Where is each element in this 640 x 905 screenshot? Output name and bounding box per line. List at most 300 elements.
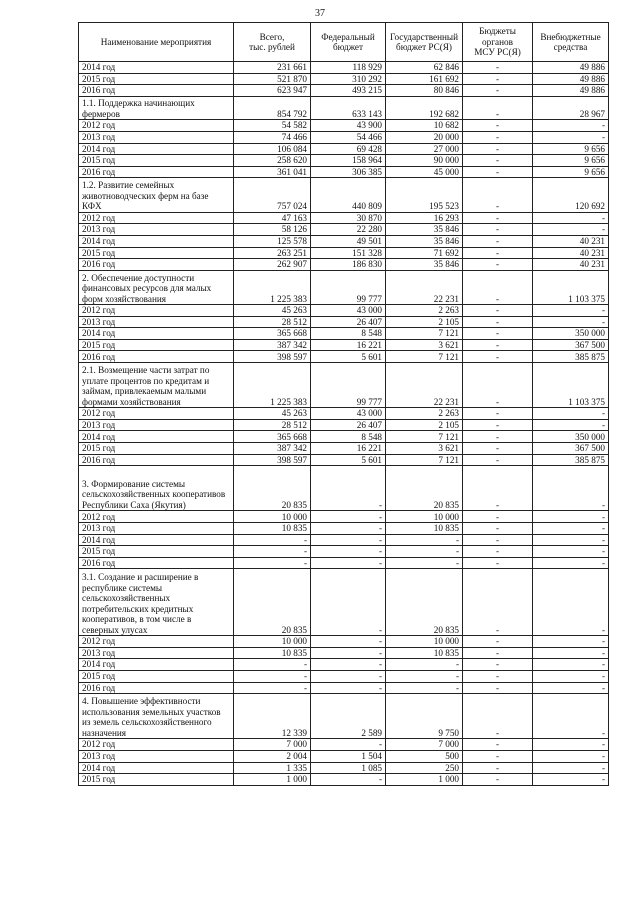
cell-total: 1 225 383 [234,270,311,304]
cell-total: 387 342 [234,443,311,455]
cell-federal: - [311,659,386,671]
header-total: Всего, тыс. рублей [234,23,311,62]
table-row [79,443,609,455]
row-label: 2013 год [79,523,234,535]
cell-state: 2 105 [386,419,463,431]
table-row [79,739,609,751]
row-label: 2015 год [79,73,234,85]
cell-municipal: - [463,534,533,546]
row-label: 2016 год [79,454,234,466]
table-row [79,466,609,511]
row-label: 2015 год [79,339,234,351]
table-row [79,351,609,363]
cell-total: - [234,670,311,682]
table-row [79,328,609,340]
cell-federal: - [311,647,386,659]
cell-municipal: - [463,546,533,558]
cell-municipal: - [463,224,533,236]
cell-extrabudget: - [533,694,609,739]
cell-extrabudget: - [533,212,609,224]
cell-total: 20 835 [234,466,311,511]
row-label: 2012 год [79,511,234,523]
cell-extrabudget: - [533,408,609,420]
cell-federal: - [311,569,386,636]
row-label: 1.2. Развитие семейных животноводческих ферм на базе КФХ [79,178,234,212]
row-label: 2014 год [79,235,234,247]
cell-municipal: - [463,636,533,648]
cell-state: 7 121 [386,351,463,363]
cell-state: - [386,534,463,546]
cell-total: - [234,534,311,546]
cell-state: 7 000 [386,739,463,751]
cell-municipal: - [463,85,533,97]
row-label: 3.1. Создание и расширение в республике системы сельскохозяйственных потребительских кредитных кооперативов, в том числе в северных улусах [79,569,234,636]
table-row [79,419,609,431]
cell-federal: 22 280 [311,224,386,236]
cell-federal: 43 000 [311,408,386,420]
cell-total: 74 466 [234,131,311,143]
cell-total: 623 947 [234,85,311,97]
row-label: 2014 год [79,762,234,774]
cell-municipal: - [463,166,533,178]
cell-federal: - [311,774,386,786]
row-label: 2014 год [79,659,234,671]
row-label: 3. Формирование системы сельскохозяйственных кооперативов Республики Саха (Якутия) [79,466,234,511]
cell-federal: 69 428 [311,143,386,155]
cell-extrabudget: - [533,774,609,786]
cell-extrabudget: - [533,316,609,328]
header-name: Наименование мероприятия [79,23,234,62]
cell-state: 45 000 [386,166,463,178]
cell-state: 10 000 [386,511,463,523]
cell-municipal: - [463,235,533,247]
cell-total: 7 000 [234,739,311,751]
row-label: 2012 год [79,408,234,420]
cell-state: 22 231 [386,363,463,408]
row-label: 2012 год [79,120,234,132]
cell-municipal: - [463,270,533,304]
cell-total: 258 620 [234,155,311,167]
cell-extrabudget: 385 875 [533,454,609,466]
cell-extrabudget: - [533,557,609,569]
cell-municipal: - [463,682,533,694]
cell-municipal: - [463,454,533,466]
cell-municipal: - [463,212,533,224]
cell-federal: 99 777 [311,270,386,304]
row-label: 2013 год [79,419,234,431]
row-label: 2012 год [79,305,234,317]
cell-total: 10 835 [234,647,311,659]
cell-total: 854 792 [234,96,311,120]
row-label: 2015 год [79,155,234,167]
cell-extrabudget: 1 103 375 [533,270,609,304]
cell-extrabudget: 9 656 [533,166,609,178]
cell-municipal: - [463,328,533,340]
cell-federal: - [311,739,386,751]
cell-federal: 186 830 [311,259,386,271]
cell-federal: 493 215 [311,85,386,97]
table-row [79,647,609,659]
cell-extrabudget: - [533,546,609,558]
cell-extrabudget: 1 103 375 [533,363,609,408]
cell-extrabudget: - [533,647,609,659]
cell-municipal: - [463,557,533,569]
cell-total: 10 000 [234,636,311,648]
cell-municipal: - [463,120,533,132]
row-label: 2015 год [79,443,234,455]
cell-municipal: - [463,431,533,443]
header-municipal: Бюджеты органов МСУ РС(Я) [463,23,533,62]
table-row [79,270,609,304]
cell-municipal: - [463,96,533,120]
cell-state: 192 682 [386,96,463,120]
cell-state: 35 846 [386,224,463,236]
cell-extrabudget: - [533,534,609,546]
table-row [79,235,609,247]
table-row [79,212,609,224]
cell-extrabudget: 350 000 [533,431,609,443]
cell-state: 2 263 [386,408,463,420]
cell-municipal: - [463,351,533,363]
cell-total: 365 668 [234,328,311,340]
cell-state: 80 846 [386,85,463,97]
cell-state: 16 293 [386,212,463,224]
cell-extrabudget: 367 500 [533,339,609,351]
cell-municipal: - [463,511,533,523]
cell-state: 20 835 [386,569,463,636]
cell-state: - [386,670,463,682]
cell-state: - [386,659,463,671]
cell-total: 262 907 [234,259,311,271]
row-label: 2016 год [79,85,234,97]
cell-state: 7 121 [386,328,463,340]
cell-municipal: - [463,408,533,420]
table-row [79,534,609,546]
cell-extrabudget: - [533,739,609,751]
cell-federal: - [311,682,386,694]
cell-municipal: - [463,339,533,351]
cell-total: 12 339 [234,694,311,739]
cell-municipal: - [463,466,533,511]
table-row [79,178,609,212]
cell-extrabudget: 9 656 [533,143,609,155]
row-label: 2013 год [79,131,234,143]
cell-federal: 2 589 [311,694,386,739]
row-label: 2015 год [79,774,234,786]
cell-federal: - [311,546,386,558]
cell-extrabudget: - [533,762,609,774]
cell-extrabudget: - [533,523,609,535]
row-label: 2012 год [79,636,234,648]
cell-municipal: - [463,523,533,535]
row-label: 2012 год [79,739,234,751]
cell-federal: 54 466 [311,131,386,143]
cell-state: 62 846 [386,62,463,74]
cell-federal: 99 777 [311,363,386,408]
cell-state: 3 621 [386,443,463,455]
row-label: 2014 год [79,143,234,155]
cell-total: 521 870 [234,73,311,85]
cell-federal: 43 000 [311,305,386,317]
cell-total: 361 041 [234,166,311,178]
cell-total: 45 263 [234,305,311,317]
table-row [79,316,609,328]
table-row [79,546,609,558]
row-label: 2014 год [79,534,234,546]
cell-state: 3 621 [386,339,463,351]
cell-extrabudget: - [533,305,609,317]
row-label: 2014 год [79,62,234,74]
budget-table [78,22,609,786]
cell-state: 20 000 [386,131,463,143]
table-row [79,454,609,466]
cell-state: - [386,557,463,569]
table-row [79,431,609,443]
cell-municipal: - [463,647,533,659]
cell-extrabudget: - [533,670,609,682]
table-row [79,774,609,786]
table-row [79,523,609,535]
cell-total: 54 582 [234,120,311,132]
row-label: 2.1. Возмещение части затрат по уплате процентов по кредитам и займам, привлекаемым малыми формами хозяйствования [79,363,234,408]
cell-municipal: - [463,316,533,328]
cell-state: 195 523 [386,178,463,212]
row-label: 2014 год [79,328,234,340]
cell-federal: 151 328 [311,247,386,259]
row-label: 2016 год [79,682,234,694]
cell-federal: 633 143 [311,96,386,120]
table-body [79,62,609,786]
cell-total: 1 000 [234,774,311,786]
table-row [79,259,609,271]
cell-total: 47 163 [234,212,311,224]
row-label: 2016 год [79,557,234,569]
cell-total: 2 004 [234,750,311,762]
table-row [79,363,609,408]
cell-federal: 1 085 [311,762,386,774]
table-row [79,659,609,671]
cell-federal: 16 221 [311,339,386,351]
cell-federal: 16 221 [311,443,386,455]
row-label: 2013 год [79,316,234,328]
table-row [79,120,609,132]
cell-state: 90 000 [386,155,463,167]
table-row [79,85,609,97]
table-row [79,247,609,259]
cell-municipal: - [463,143,533,155]
cell-municipal: - [463,259,533,271]
cell-total: 387 342 [234,339,311,351]
row-label: 2014 год [79,431,234,443]
cell-state: 500 [386,750,463,762]
row-label: 2015 год [79,247,234,259]
cell-federal: - [311,636,386,648]
cell-total: - [234,682,311,694]
cell-municipal: - [463,178,533,212]
row-label: 2015 год [79,670,234,682]
cell-municipal: - [463,73,533,85]
cell-state: 10 835 [386,647,463,659]
cell-federal: 5 601 [311,351,386,363]
cell-state: 71 692 [386,247,463,259]
cell-federal: 306 385 [311,166,386,178]
cell-state: 35 846 [386,235,463,247]
cell-extrabudget: - [533,120,609,132]
row-label: 2. Обеспечение доступности финансовых ресурсов для малых форм хозяйствования [79,270,234,304]
cell-total: 231 661 [234,62,311,74]
table-row [79,511,609,523]
cell-state: 250 [386,762,463,774]
table-row [79,682,609,694]
cell-municipal: - [463,670,533,682]
row-label: 2015 год [79,546,234,558]
cell-federal: 43 900 [311,120,386,132]
cell-total: 10 835 [234,523,311,535]
cell-municipal: - [463,659,533,671]
table-row [79,569,609,636]
cell-extrabudget: 367 500 [533,443,609,455]
cell-extrabudget: - [533,682,609,694]
cell-federal: 30 870 [311,212,386,224]
cell-state: 7 121 [386,431,463,443]
cell-federal: 8 548 [311,328,386,340]
cell-municipal: - [463,419,533,431]
cell-federal: - [311,523,386,535]
cell-extrabudget: - [533,569,609,636]
cell-federal: 158 964 [311,155,386,167]
header-state: Государственный бюджет РС(Я) [386,23,463,62]
cell-total: 45 263 [234,408,311,420]
cell-state: 22 231 [386,270,463,304]
cell-total: 398 597 [234,454,311,466]
table-row [79,762,609,774]
cell-municipal: - [463,750,533,762]
table-row [79,224,609,236]
cell-federal: 49 501 [311,235,386,247]
row-label: 1.1. Поддержка начинающих фермеров [79,96,234,120]
cell-extrabudget: 120 692 [533,178,609,212]
cell-federal: - [311,511,386,523]
table-row [79,305,609,317]
cell-state: 35 846 [386,259,463,271]
table-row [79,636,609,648]
row-label: 2013 год [79,750,234,762]
cell-extrabudget: 49 886 [533,73,609,85]
cell-extrabudget: 40 231 [533,247,609,259]
cell-total: 106 084 [234,143,311,155]
cell-total: 58 126 [234,224,311,236]
row-label: 2016 год [79,351,234,363]
cell-extrabudget: - [533,466,609,511]
cell-municipal: - [463,694,533,739]
row-label: 2013 год [79,647,234,659]
table-row [79,143,609,155]
cell-federal: - [311,466,386,511]
cell-municipal: - [463,62,533,74]
cell-extrabudget: 350 000 [533,328,609,340]
table-row [79,166,609,178]
cell-extrabudget: 49 886 [533,85,609,97]
cell-municipal: - [463,155,533,167]
cell-federal: 1 504 [311,750,386,762]
cell-state: 2 263 [386,305,463,317]
cell-federal: 310 292 [311,73,386,85]
row-label: 4. Повышение эффективности использования земельных участков из земель сельскохозяйственного назначения [79,694,234,739]
table-row [79,73,609,85]
cell-federal: 26 407 [311,316,386,328]
cell-total: 365 668 [234,431,311,443]
cell-total: 1 225 383 [234,363,311,408]
cell-total: - [234,546,311,558]
table-row [79,408,609,420]
cell-total: 263 251 [234,247,311,259]
table-row [79,96,609,120]
row-label: 2012 год [79,212,234,224]
cell-federal: 440 809 [311,178,386,212]
cell-extrabudget: - [533,636,609,648]
cell-state: - [386,546,463,558]
cell-municipal: - [463,569,533,636]
cell-state: 161 692 [386,73,463,85]
cell-municipal: - [463,739,533,751]
header-federal: Федеральный бюджет [311,23,386,62]
cell-total: 10 000 [234,511,311,523]
cell-municipal: - [463,443,533,455]
cell-municipal: - [463,363,533,408]
cell-municipal: - [463,305,533,317]
cell-extrabudget: 40 231 [533,259,609,271]
cell-municipal: - [463,131,533,143]
header-extrabudget: Внебюджетные средства [533,23,609,62]
cell-federal: 5 601 [311,454,386,466]
row-label: 2013 год [79,224,234,236]
cell-total: 1 335 [234,762,311,774]
table-row [79,670,609,682]
table-row [79,694,609,739]
cell-extrabudget: 40 231 [533,235,609,247]
cell-extrabudget: - [533,750,609,762]
cell-total: - [234,557,311,569]
cell-state: 2 105 [386,316,463,328]
cell-extrabudget: 28 967 [533,96,609,120]
cell-federal: 118 929 [311,62,386,74]
row-label: 2016 год [79,166,234,178]
cell-total: 28 512 [234,419,311,431]
cell-municipal: - [463,762,533,774]
cell-extrabudget: 49 886 [533,62,609,74]
cell-municipal: - [463,247,533,259]
cell-state: 10 000 [386,636,463,648]
cell-state: 10 835 [386,523,463,535]
cell-extrabudget: - [533,659,609,671]
cell-extrabudget: 385 875 [533,351,609,363]
table-row [79,750,609,762]
cell-municipal: - [463,774,533,786]
cell-federal: - [311,557,386,569]
page-number: 37 [315,8,325,19]
cell-extrabudget: - [533,511,609,523]
cell-state: 7 121 [386,454,463,466]
cell-extrabudget: - [533,224,609,236]
cell-state: 10 682 [386,120,463,132]
cell-state: 9 750 [386,694,463,739]
cell-extrabudget: - [533,419,609,431]
cell-federal: - [311,670,386,682]
cell-total: 125 578 [234,235,311,247]
header-row [79,23,609,62]
row-label: 2016 год [79,259,234,271]
table-row [79,155,609,167]
